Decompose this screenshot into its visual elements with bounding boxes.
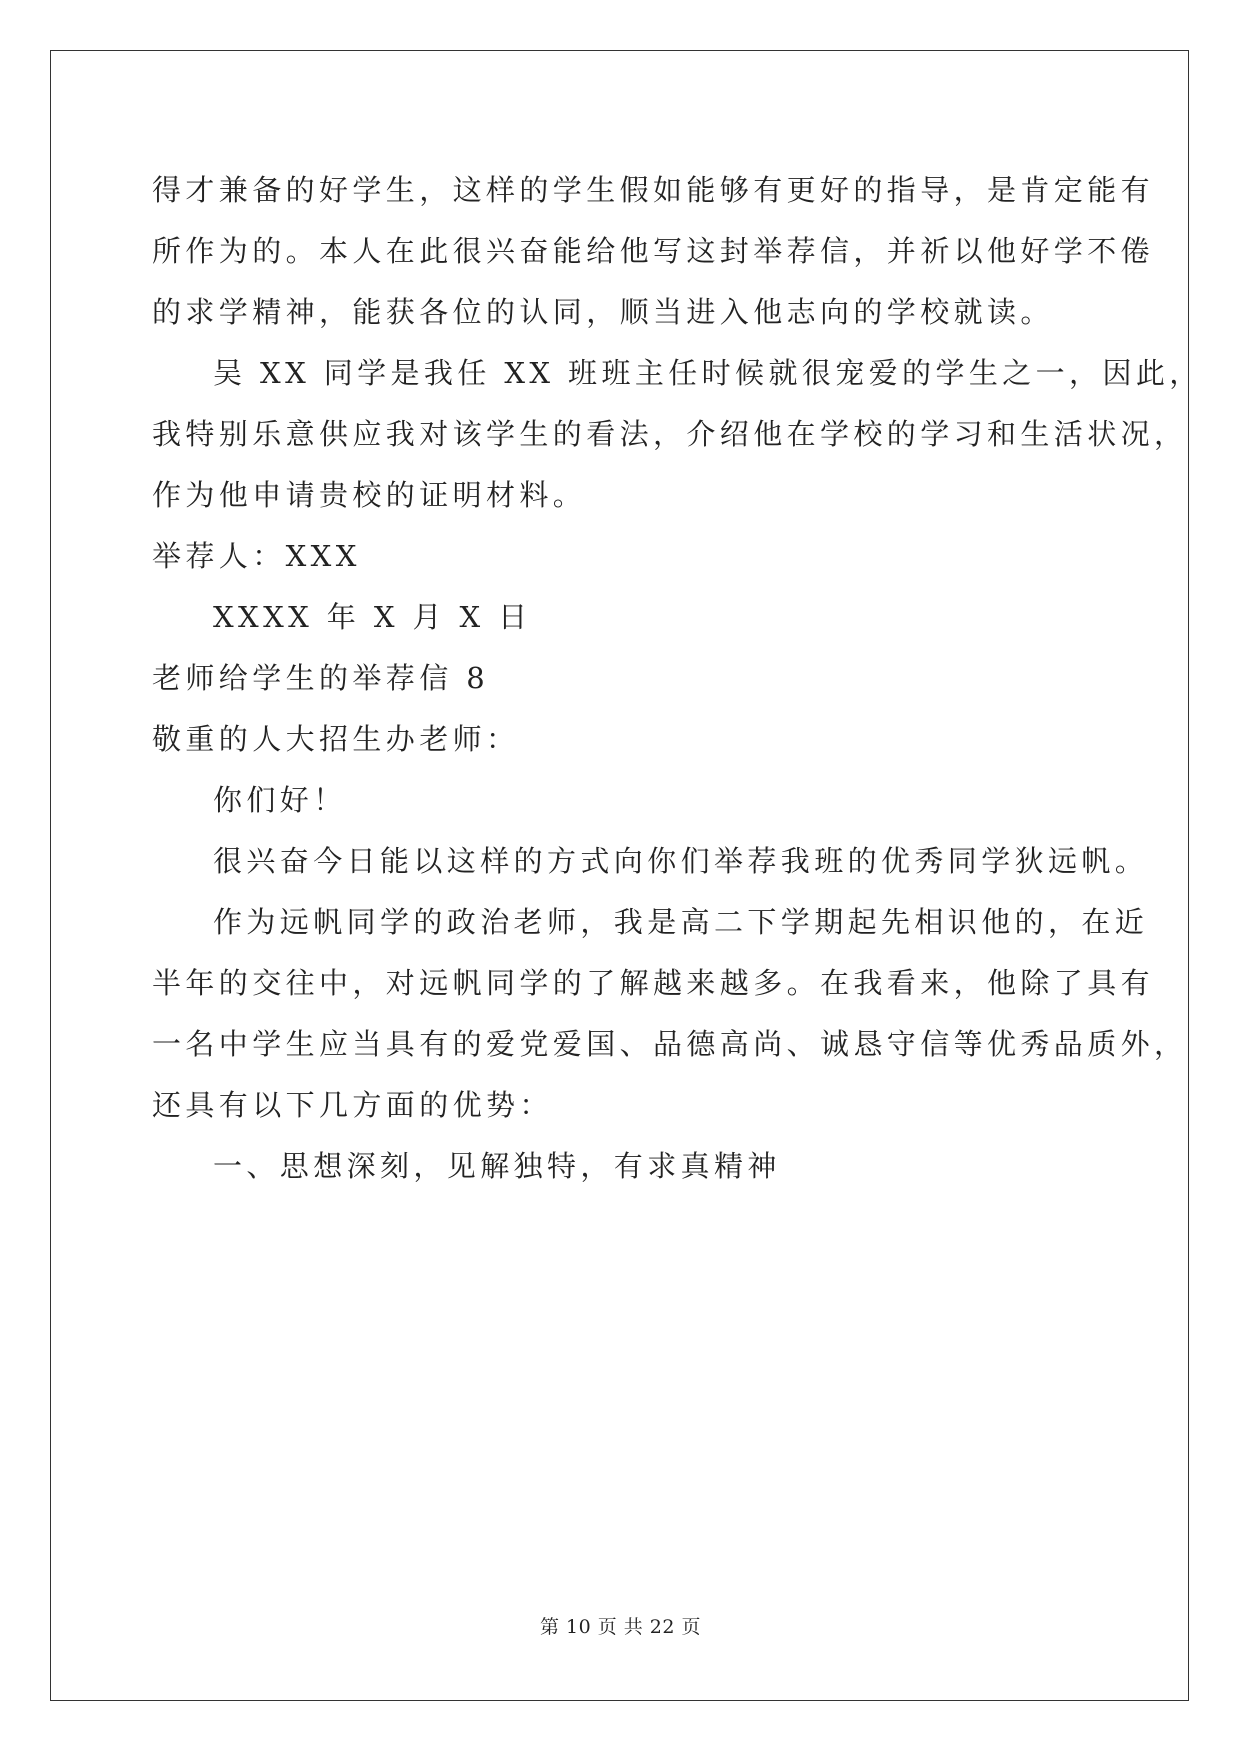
- salutation: 敬重的人大招生办老师：: [152, 722, 520, 756]
- page-number-footer: 第 10 页 共 22 页: [539, 1616, 702, 1638]
- body-line: 我特别乐意供应我对该学生的看法，介绍他在学校的学习和生活状况，: [152, 417, 1188, 451]
- body-line: 作为远帆同学的政治老师，我是高二下学期起先相识他的，在近: [213, 905, 1149, 939]
- section-heading: 老师给学生的举荐信 8: [152, 661, 490, 695]
- body-line: 的求学精神，能获各位的认同，顺当进入他志向的学校就读。: [152, 295, 1054, 329]
- body-line: 作为他申请贵校的证明材料。: [152, 478, 587, 512]
- body-line: 还具有以下几方面的优势：: [152, 1088, 553, 1122]
- body-line: 一名中学生应当具有的爱党爱国、品德高尚、诚恳守信等优秀品质外，: [152, 1027, 1188, 1061]
- body-line: 半年的交往中，对远帆同学的了解越来越多。在我看来，他除了具有: [152, 966, 1155, 1000]
- body-line: 所作为的。本人在此很兴奋能给他写这封举荐信，并祈以他好学不倦: [152, 234, 1155, 268]
- body-line: 得才兼备的好学生，这样的学生假如能够有更好的指导，是肯定能有: [152, 173, 1155, 207]
- list-heading: 一、思想深刻，见解独特，有求真精神: [213, 1149, 781, 1183]
- body-line: 吴 XX 同学是我任 XX 班班主任时候就很宠爱的学生之一，因此，: [213, 356, 1203, 390]
- date-line: XXXX 年 X 月 X 日: [213, 600, 532, 634]
- recommender-line: 举荐人：XXX: [152, 539, 361, 573]
- greeting: 你们好！: [213, 783, 347, 817]
- body-line: 很兴奋今日能以这样的方式向你们举荐我班的优秀同学狄远帆。: [213, 844, 1149, 878]
